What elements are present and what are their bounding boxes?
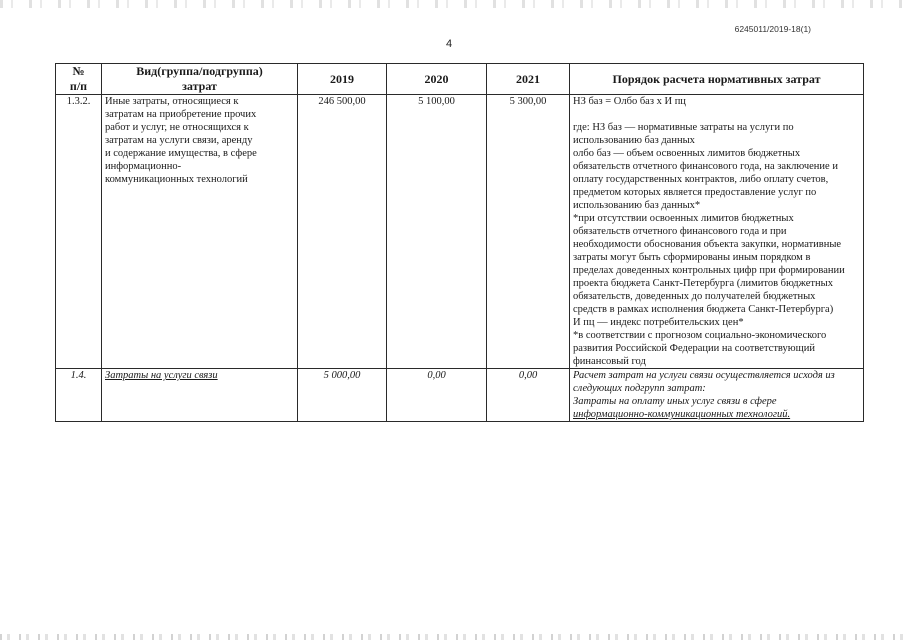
text-line: предметом которых является предоставление услуг по bbox=[573, 187, 817, 198]
text-line: необходимости обоснования объекта закупки, нормативные bbox=[573, 239, 842, 250]
table-row bbox=[56, 95, 864, 369]
text-line: финансовый год bbox=[573, 356, 646, 367]
text-line: информационно-коммуникационных технологий. bbox=[573, 409, 791, 420]
text-line: И пц — индекс потребительских цен* bbox=[573, 317, 744, 328]
text-line: Затраты на услуги связи bbox=[105, 370, 218, 381]
text-line: коммуникационных технологий bbox=[105, 174, 248, 185]
cost-type-name bbox=[102, 369, 298, 422]
text-line: развития Российской Федерации на соответствующий bbox=[573, 343, 815, 354]
header-year-2021: 2021 bbox=[487, 64, 570, 95]
scan-edge-top bbox=[0, 0, 905, 8]
text-line: затратам на услуги связи, аренду bbox=[105, 135, 253, 146]
text-line: олбо баз — объем освоенных лимитов бюджетных bbox=[573, 148, 801, 159]
cost-table bbox=[55, 63, 864, 422]
text-line: Затраты на оплату иных услуг связи в сфере bbox=[573, 396, 777, 407]
header-year-2019: 2019 bbox=[298, 64, 387, 95]
row-number: 1.3.2. bbox=[56, 95, 102, 369]
document-number: 6245011/2019-18(1) bbox=[734, 24, 811, 34]
calculation-order bbox=[570, 95, 864, 369]
table-header-row bbox=[56, 64, 864, 95]
text-line: оплату государственных контрактов, либо оплату счетов, bbox=[573, 174, 829, 185]
text-line bbox=[573, 108, 860, 121]
value-2020: 5 100,00 bbox=[387, 95, 487, 369]
text-line: и содержание имущества, в сфере bbox=[105, 148, 257, 159]
text-line: использованию баз данных bbox=[573, 135, 695, 146]
calculation-order bbox=[570, 369, 864, 422]
text-line: обязательств отчетного финансового года, на заключение и bbox=[573, 161, 838, 172]
text-line: использованию баз данных* bbox=[573, 200, 701, 211]
text-line: обязательств, доведенных до получателей бюджетных bbox=[573, 291, 816, 302]
text-line: работ и услуг, не относящихся к bbox=[105, 122, 249, 133]
header-calculation-order: Порядок расчета нормативных затрат bbox=[570, 64, 864, 95]
cost-type-name bbox=[102, 95, 298, 369]
scan-edge-bottom bbox=[0, 634, 905, 640]
text-line: затраты могут быть сформированы иным порядком в bbox=[573, 252, 811, 263]
header-cost-type: Вид(группа/подгруппа) затрат bbox=[102, 64, 298, 95]
value-2021: 0,00 bbox=[487, 369, 570, 422]
text-line: проекта бюджета Санкт-Петербурга (лимитов бюджетных bbox=[573, 278, 833, 289]
value-2019: 5 000,00 bbox=[298, 369, 387, 422]
text-line: НЗ баз = Олбо баз х И пц bbox=[573, 96, 686, 107]
value-2019: 246 500,00 bbox=[298, 95, 387, 369]
header-year-2020: 2020 bbox=[387, 64, 487, 95]
text-line: Расчет затрат на услуги связи осуществляется исходя из bbox=[573, 370, 835, 381]
text-line: *в соответствии с прогнозом социально-экономического bbox=[573, 330, 827, 341]
value-2021: 5 300,00 bbox=[487, 95, 570, 369]
text-line: средств в рамках исполнения бюджета Санкт-Петербурга) bbox=[573, 304, 834, 315]
table-row bbox=[56, 369, 864, 422]
text-line: *при отсутствии освоенных лимитов бюджетных bbox=[573, 213, 794, 224]
header-number: № п/п bbox=[56, 64, 102, 95]
text-line: Иные затраты, относящиеся к bbox=[105, 96, 239, 107]
text-line: информационно- bbox=[105, 161, 182, 172]
page-number: 4 bbox=[446, 38, 453, 50]
text-line: затратам на приобретение прочих bbox=[105, 109, 257, 120]
value-2020: 0,00 bbox=[387, 369, 487, 422]
text-line: пределах доведенных контрольных цифр при формировании bbox=[573, 265, 845, 276]
row-number: 1.4. bbox=[56, 369, 102, 422]
text-line: следующих подгрупп затрат: bbox=[573, 383, 706, 394]
text-line: где: НЗ баз — нормативные затраты на услуги по bbox=[573, 122, 794, 133]
text-line: обязательств отчетного финансового года и при bbox=[573, 226, 787, 237]
